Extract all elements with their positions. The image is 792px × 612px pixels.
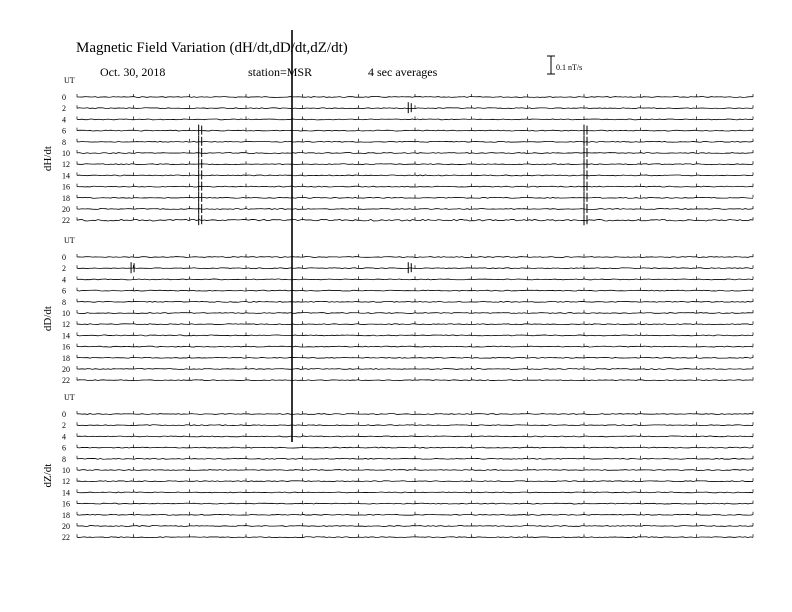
- station-label: station=MSR: [248, 65, 313, 79]
- date-label: Oct. 30, 2018: [100, 65, 166, 79]
- row-label: 18: [62, 510, 70, 520]
- chart-title: Magnetic Field Variation (dH/dt,dD/dt,dZ/dt): [76, 40, 348, 56]
- row-label: 16: [62, 342, 70, 352]
- row-label: 10: [62, 309, 70, 318]
- row-label: 20: [62, 522, 70, 531]
- row-label: 6: [62, 126, 66, 136]
- row-label: 18: [62, 193, 70, 203]
- row-label: 22: [62, 216, 70, 226]
- row-label: 16: [62, 182, 70, 192]
- scale-bar-label: 0.1 nT/s: [556, 63, 583, 72]
- row-label: 20: [62, 205, 70, 214]
- row-label: 0: [62, 410, 66, 419]
- row-label: 12: [62, 160, 70, 170]
- row-label: 8: [62, 137, 66, 147]
- row-label: 0: [62, 253, 66, 262]
- chart-header: [76, 40, 582, 79]
- row-label: 4: [62, 115, 66, 125]
- panel-dh-dt: [42, 76, 753, 225]
- row-label: 6: [62, 443, 66, 453]
- row-label: 4: [62, 432, 66, 442]
- row-label: 18: [62, 353, 70, 363]
- panel-ylabel: dH/dt: [42, 146, 54, 172]
- row-label: 10: [62, 149, 70, 158]
- row-label: 20: [62, 365, 70, 374]
- row-label: 22: [62, 533, 70, 543]
- row-label: 8: [62, 454, 66, 464]
- row-label: 2: [62, 421, 66, 431]
- row-label: 14: [62, 171, 70, 181]
- row-label: 8: [62, 297, 66, 307]
- ut-axis-label: UT: [64, 236, 75, 245]
- row-label: 10: [62, 466, 70, 475]
- row-label: 0: [62, 93, 66, 102]
- panel-ylabel: dZ/dt: [42, 463, 54, 488]
- panel-dd-dt: [42, 236, 753, 385]
- row-label: 14: [62, 488, 70, 498]
- row-label: 22: [62, 376, 70, 386]
- row-label: 2: [62, 264, 66, 274]
- panels: [42, 30, 753, 542]
- row-label: 14: [62, 331, 70, 341]
- scale-bar: [547, 56, 582, 74]
- row-label: 2: [62, 104, 66, 114]
- row-label: 4: [62, 275, 66, 285]
- row-label: 12: [62, 320, 70, 330]
- panel-dz-dt: [42, 393, 753, 542]
- row-label: 16: [62, 499, 70, 509]
- row-label: 12: [62, 477, 70, 487]
- panel-ylabel: dD/dt: [42, 306, 54, 332]
- row-label: 6: [62, 286, 66, 296]
- ut-axis-label: UT: [64, 76, 75, 85]
- averaging-label: 4 sec averages: [368, 65, 438, 79]
- ut-axis-label: UT: [64, 393, 75, 402]
